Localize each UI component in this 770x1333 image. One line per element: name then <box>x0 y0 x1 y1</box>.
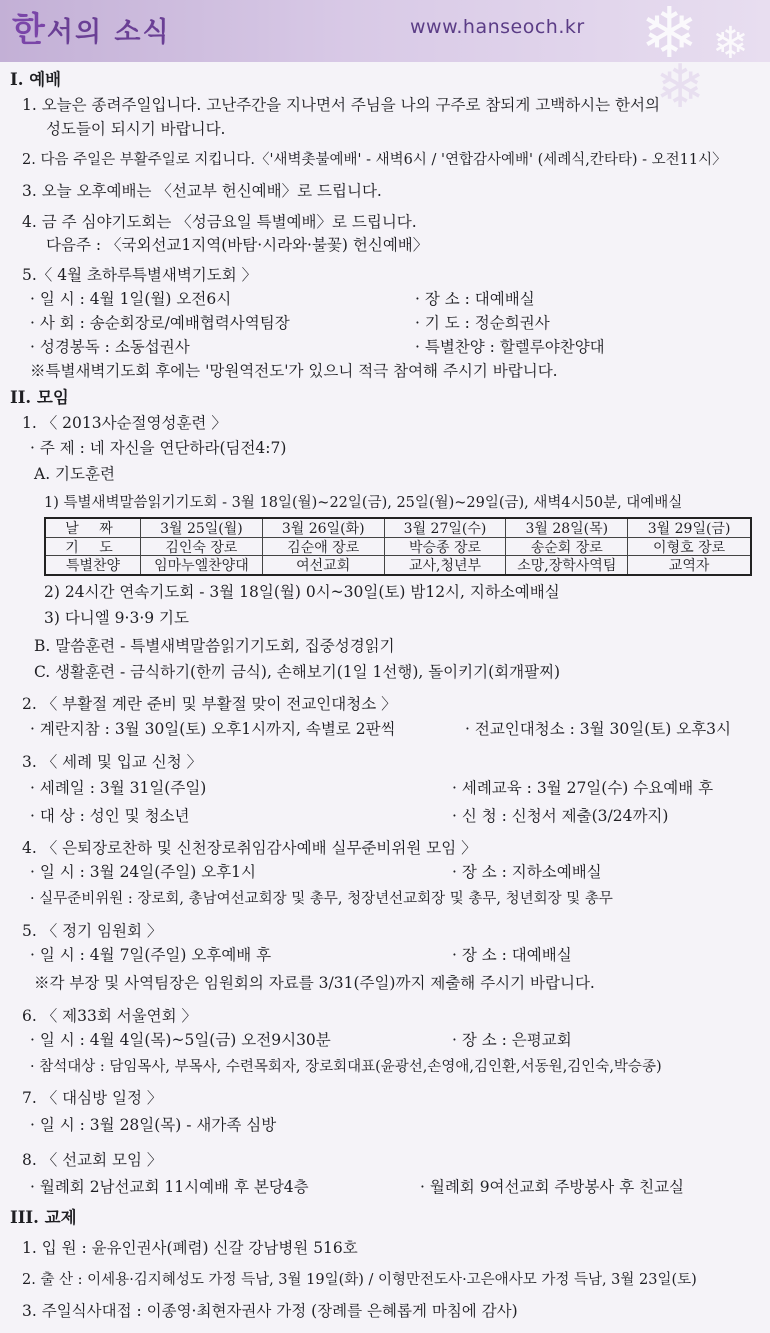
meeting-6-attendees: · 참석대상 : 담임목사, 부목사, 수련목회자, 장로회대표(윤광선,손영애,김인환,서동원,김인숙,박승종) <box>30 1059 662 1075</box>
meeting-6-place: · 장 소 : 은평교회 <box>452 1031 572 1049</box>
meeting-4-place: · 장 소 : 지하소예배실 <box>452 863 602 881</box>
table-cell: 3월 26일(화) <box>263 519 385 538</box>
table-cell: 임마누엘찬양대 <box>141 556 263 574</box>
table-cell: 3월 29일(금) <box>628 519 750 538</box>
meeting-5-title: 5. 〈 정기 임원회 〉 <box>22 922 163 940</box>
table-cell: 소망,장학사역팀 <box>506 556 628 574</box>
title-rest: 서의 소식 <box>46 17 171 48</box>
fellowship-item-2: 2. 출 산 : 이세용·김지혜성도 가정 득남, 3월 19일(화) / 이형만전도사·고은애사모 가정 득남, 3월 23일(토) <box>22 1272 697 1288</box>
snowflake-icon: ❄ <box>712 18 749 62</box>
meeting-1-theme: · 주 제 : 네 자신을 연단하라(딤전4:7) <box>30 439 287 457</box>
table-cell: 3월 28일(목) <box>506 519 628 538</box>
section-title-fellowship: III. 교제 <box>10 1208 77 1227</box>
worship-item-5-place: · 장 소 : 대예배실 <box>415 290 535 308</box>
table-cell: 김순애 장로 <box>263 538 385 557</box>
meeting-6-title: 6. 〈 제33회 서울연회 〉 <box>22 1007 198 1025</box>
meeting-2-title: 2. 〈 부활절 계란 준비 및 부활절 맞이 전교인대청소 〉 <box>22 695 397 713</box>
fellowship-item-1: 1. 입 원 : 윤유인권사(폐렴) 신갈 강남병원 516호 <box>22 1239 358 1257</box>
meeting-1-c: C. 생활훈련 - 금식하기(한끼 금식), 손해보기(1일 1선행), 돌이키기(회개팔찌) <box>34 663 561 681</box>
table-cell: 박승종 장로 <box>385 538 507 557</box>
meeting-4-members: · 실무준비위원 : 장로회, 총남여선교회장 및 총무, 청장년선교회장 및 총무, 청년회장 및 총무 <box>30 891 613 907</box>
meeting-2-eggs: · 계란지참 : 3월 30일(토) 오후1시까지, 속별로 2판씩 <box>30 720 396 738</box>
site-url-link[interactable]: www.hanseoch.kr <box>410 16 585 38</box>
worship-item-5-prayer: · 기 도 : 정순희권사 <box>415 314 550 332</box>
meeting-3-apply: · 신 청 : 신청서 제출(3/24까지) <box>452 807 669 825</box>
meeting-2-cleaning: · 전교인대청소 : 3월 30일(토) 오후3시 <box>465 720 732 738</box>
table-cell: 여선교회 <box>263 556 385 574</box>
title-first: 한 <box>12 10 47 50</box>
meeting-3-date: · 세례일 : 3월 31일(주일) <box>30 779 207 797</box>
meeting-4-time: · 일 시 : 3월 24일(주일) 오후1시 <box>30 863 257 881</box>
meeting-1-a1: 1) 특별새벽말씀읽기기도회 - 3월 18일(월)~22일(금), 25일(월)~29일(금), 새벽4시50분, 대예배실 <box>44 495 683 511</box>
prayer-schedule-table <box>44 517 752 576</box>
meeting-3-class: · 세례교육 : 3월 27일(수) 수요예배 후 <box>452 779 714 797</box>
worship-item-1-cont: 성도들이 되시기 바랍니다. <box>46 120 226 138</box>
worship-item-5: 5.〈 4월 초하루특별새벽기도회 〉 <box>22 266 258 284</box>
meeting-3-target: · 대 상 : 성인 및 청소년 <box>30 807 190 825</box>
table-cell: 이형호 장로 <box>628 538 750 557</box>
meeting-1-a3: 3) 다니엘 9·3·9 기도 <box>44 609 189 627</box>
meeting-1-b: B. 말씀훈련 - 특별새벽말씀읽기기도회, 집중성경읽기 <box>34 637 395 655</box>
worship-item-5-time: · 일 시 : 4월 1일(월) 오전6시 <box>30 290 232 308</box>
worship-item-4-next: 다음주 : 〈국외선교1지역(바탐·시라와·불꽃) 헌신예배〉 <box>46 236 429 254</box>
section-title-meetings: II. 모임 <box>10 388 69 407</box>
table-cell: 송순회 장로 <box>506 538 628 557</box>
meeting-7-title: 7. 〈 대심방 일정 〉 <box>22 1089 163 1107</box>
table-cell: 교역자 <box>668 558 710 574</box>
fellowship-item-3: 3. 주일식사대접 : 이종영·최현자권사 가정 (장례를 은혜롭게 마침에 감사) <box>22 1302 518 1320</box>
snowflake-icon: ❄ <box>655 52 706 122</box>
meeting-1-title: 1. 〈 2013사순절영성훈련 〉 <box>22 414 227 432</box>
meeting-7-time: · 일 시 : 3월 28일(목) - 새가족 심방 <box>30 1116 277 1134</box>
meeting-8-women: · 월례회 9여선교회 주방봉사 후 친교실 <box>420 1178 685 1196</box>
snowflake-icon: ❄ <box>640 0 699 62</box>
worship-item-5-choir: · 특별찬양 : 할렐루야찬양대 <box>415 338 605 356</box>
table-cell: 3월 25일(월) <box>141 519 263 538</box>
meeting-5-note: ※각 부장 및 사역팀장은 임원회의 자료를 3/31(주일)까지 제출해 주시기 바랍니다. <box>34 974 595 992</box>
worship-item-5-note: ※특별새벽기도회 후에는 '망원역전도'가 있으니 적극 참여해 주시기 바랍니다. <box>30 362 558 380</box>
table-cell: 특별찬양 <box>46 556 141 574</box>
worship-item-5-host: · 사 회 : 송순회장로/예배협력사역팀장 <box>30 314 290 332</box>
table-cell: 날 짜 <box>46 519 141 538</box>
worship-item-5-reading: · 성경봉독 : 소동섭권사 <box>30 338 190 356</box>
worship-item-2: 2. 다음 주일은 부활주일로 지킵니다.〈'새벽촛불예배' - 새벽6시 / '연합감사예배' (세례식,칸타타) - 오전11시〉 <box>22 152 727 168</box>
meeting-8-title: 8. 〈 선교회 모임 〉 <box>22 1151 163 1169</box>
table-cell: 교사,청년부 <box>385 556 507 574</box>
worship-item-3: 3. 오늘 오후예배는 〈선교부 헌신예배〉로 드립니다. <box>22 182 382 200</box>
meeting-6-time: · 일 시 : 4월 4일(목)~5일(금) 오전9시30분 <box>30 1031 331 1049</box>
meeting-8-men: · 월례회 2남선교회 11시예배 후 본당4층 <box>30 1178 309 1196</box>
meeting-1-a2: 2) 24시간 연속기도회 - 3월 18일(월) 0시~30일(토) 밤12시, 지하소예배실 <box>44 583 560 601</box>
meeting-5-time: · 일 시 : 4월 7일(주일) 오후예배 후 <box>30 946 272 964</box>
meeting-4-title: 4. 〈 은퇴장로찬하 및 신천장로취임감사예배 실무준비위원 모임 〉 <box>22 839 477 857</box>
worship-item-1: 1. 오늘은 종려주일입니다. 고난주간을 지나면서 주님을 나의 구주로 참되게 고백하시는 한서의 <box>22 96 660 114</box>
section-title-worship: I. 예배 <box>10 70 62 89</box>
table-cell: 기 도 <box>46 538 141 557</box>
table-cell: 김인숙 장로 <box>141 538 263 557</box>
table-cell: 3월 27일(수) <box>385 519 507 538</box>
worship-item-4: 4. 금 주 심야기도회는 〈성금요일 특별예배〉로 드립니다. <box>22 213 417 231</box>
meeting-3-title: 3. 〈 세례 및 입교 신청 〉 <box>22 753 203 771</box>
meeting-1-a: A. 기도훈련 <box>34 465 115 483</box>
meeting-5-place: · 장 소 : 대예배실 <box>452 946 572 964</box>
